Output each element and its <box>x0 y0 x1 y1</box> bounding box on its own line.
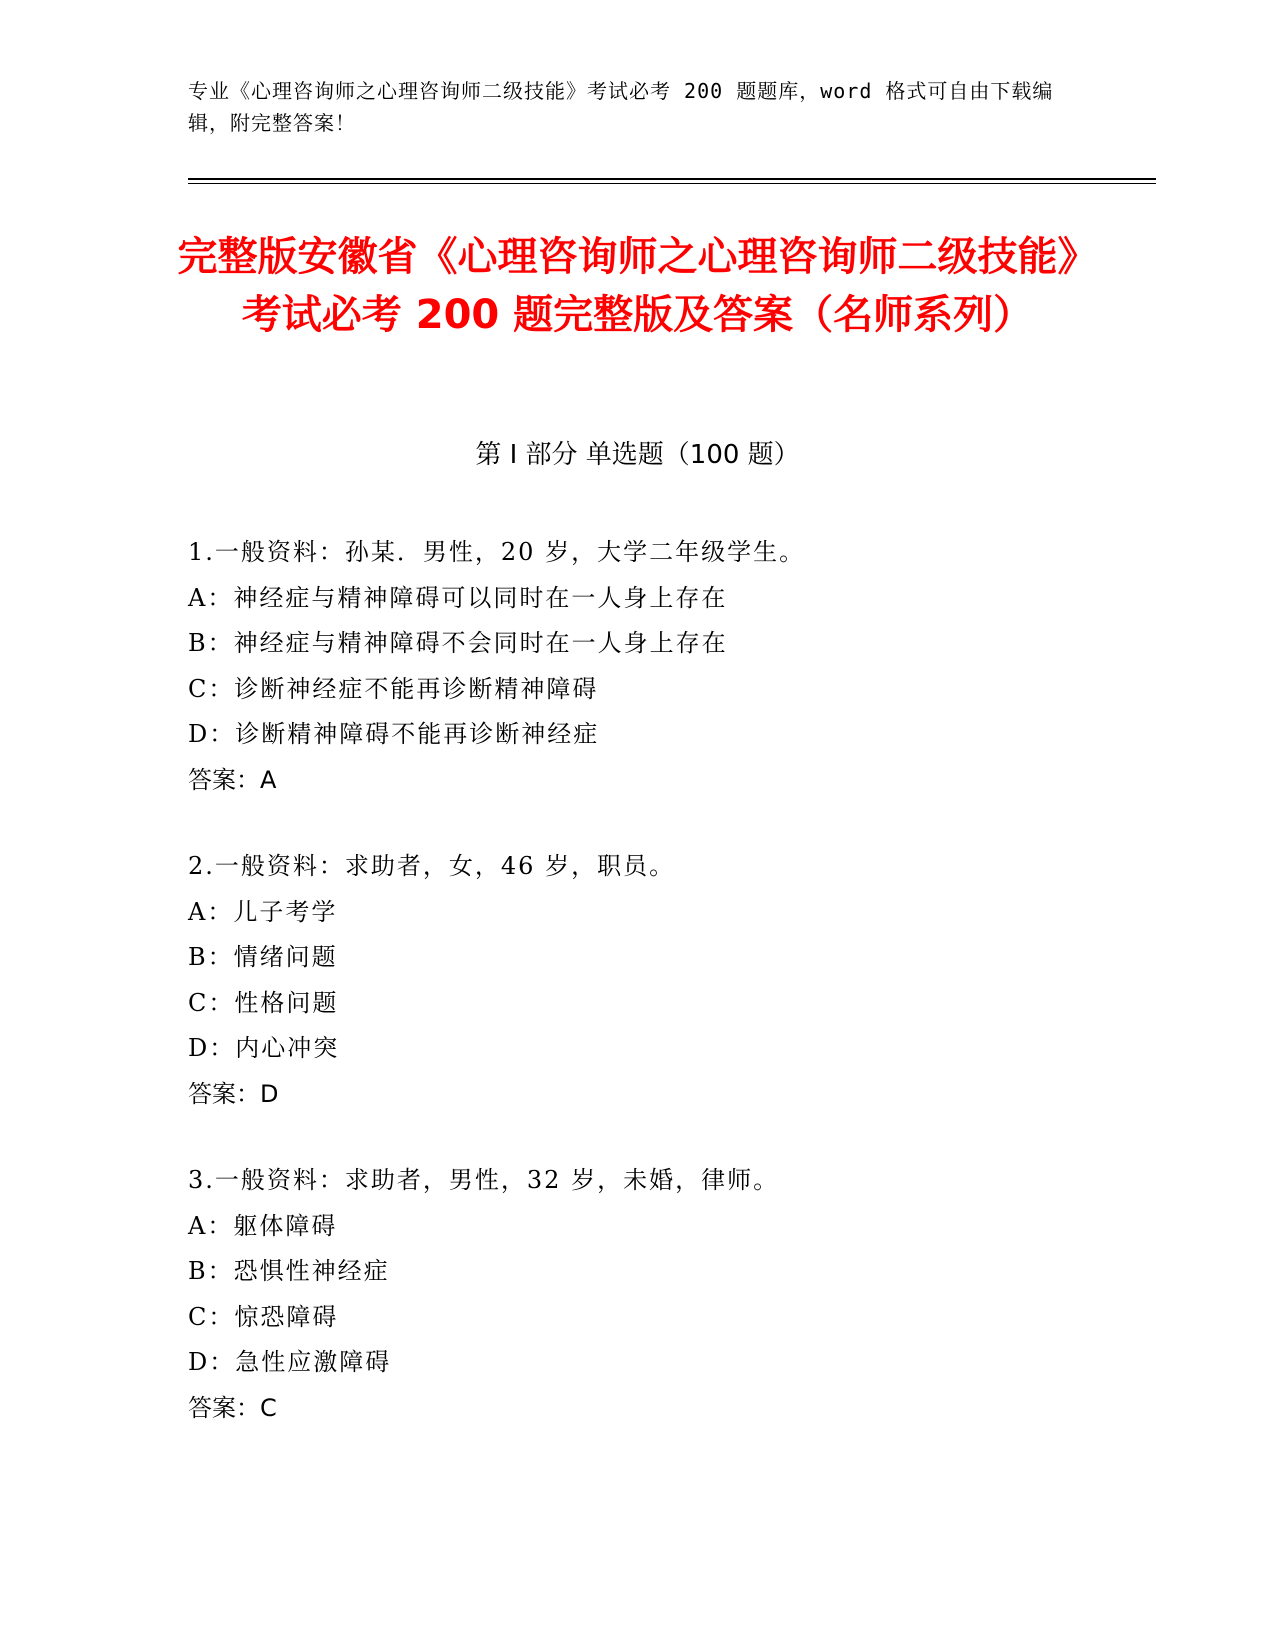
question-stem: 2.一般资料：求助者，女，46 岁，职员。 <box>188 852 676 880</box>
option-b: B：情绪问题 <box>188 943 338 971</box>
option-b: B：神经症与精神障碍不会同时在一人身上存在 <box>188 629 728 657</box>
intro-text: 专业《心理咨询师之心理咨询师二级技能》考试必考 200 题题库，word 格式可自由下载编辑，附完整答案！ <box>188 79 1054 135</box>
answer-label: 答案：D <box>188 1079 279 1108</box>
option-d: D：内心冲突 <box>188 1034 340 1062</box>
option-c: C：惊恐障碍 <box>188 1302 339 1331</box>
question-3 <box>188 1158 1138 1431</box>
option-d: D：急性应激障碍 <box>188 1348 392 1376</box>
section-title: 第 I 部分 单选题（100 题） <box>475 440 800 470</box>
question-list <box>188 530 1138 1472</box>
option-c: C：诊断神经症不能再诊断精神障碍 <box>188 674 599 703</box>
option-c: C：性格问题 <box>188 988 339 1017</box>
header-rule-thin <box>188 183 1156 184</box>
answer-label: 答案：A <box>188 765 277 794</box>
question-stem: 3.一般资料：求助者，男性，32 岁，未婚，律师。 <box>188 1166 780 1194</box>
document-title: 完整版安徽省《心理咨询师之心理咨询师二级技能》考试必考 200 题完整版及答案（名师系列） <box>177 234 1098 338</box>
answer-label: 答案：C <box>188 1393 277 1422</box>
question-1 <box>188 530 1138 803</box>
option-b: B：恐惧性神经症 <box>188 1257 390 1285</box>
option-a: A：神经症与精神障碍可以同时在一人身上存在 <box>188 583 728 612</box>
header-rule <box>188 178 1156 180</box>
question-stem: 1.一般资料：孙某．男性，20 岁，大学二年级学生。 <box>188 538 806 566</box>
option-a: A：儿子考学 <box>188 897 338 926</box>
question-2 <box>188 844 1138 1117</box>
option-a: A：躯体障碍 <box>188 1211 338 1240</box>
option-d: D：诊断精神障碍不能再诊断神经症 <box>188 720 600 748</box>
